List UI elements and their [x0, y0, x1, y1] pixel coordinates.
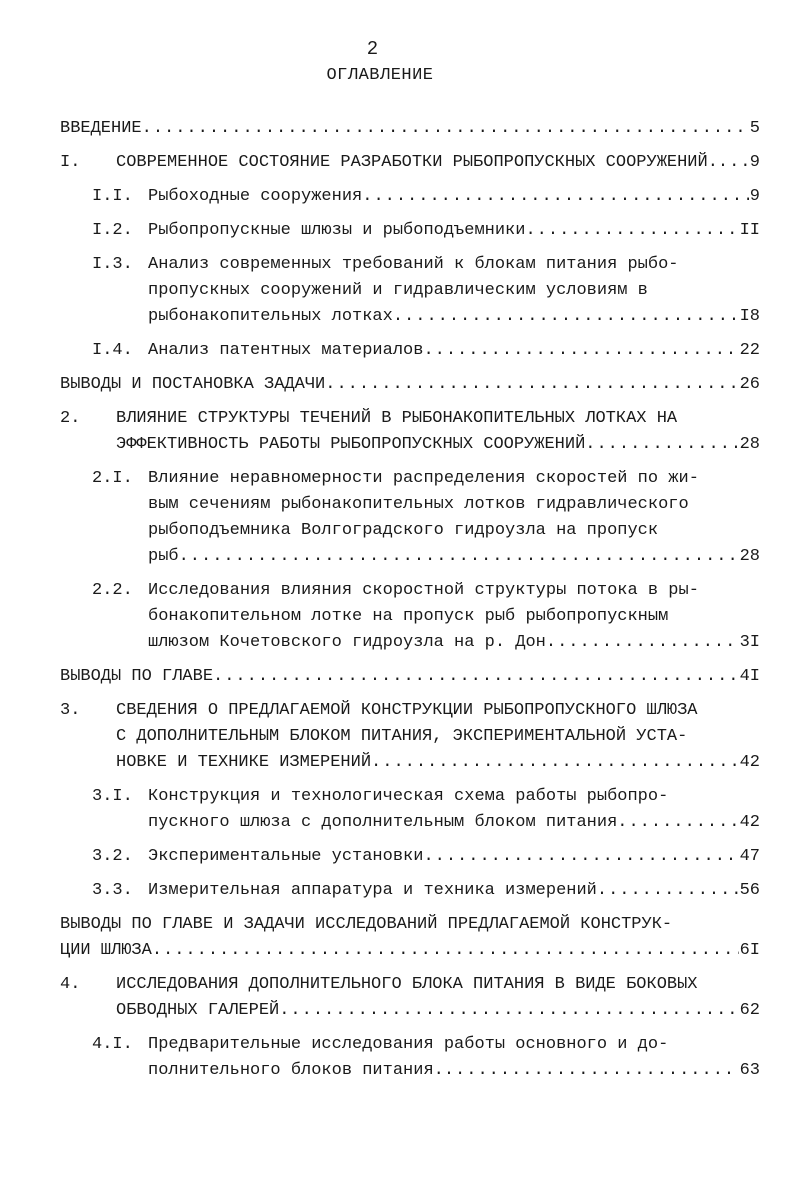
toc-entry-ch2[interactable] — [60, 406, 760, 458]
toc-spacer — [60, 458, 760, 466]
toc-spacer — [60, 656, 760, 664]
toc-entry-last-line — [148, 1058, 760, 1084]
toc-entry-last-line — [116, 750, 760, 776]
dot-leader — [393, 304, 739, 330]
toc-entry-title-line: ВВЕДЕНИЕ — [60, 119, 142, 138]
toc-entry-title-line: Экспериментальные установки — [148, 847, 424, 866]
toc-entry-title-line: Предварительные исследования работы основного и до- — [148, 1035, 669, 1054]
toc-spacer — [60, 364, 760, 372]
toc-entry-body — [92, 1032, 760, 1084]
toc-entry-page: 9 — [749, 187, 760, 206]
toc-entry-body — [92, 338, 760, 364]
toc-heading: ОГЛАВЛЕНИЕ — [326, 66, 434, 85]
dot-leader — [617, 810, 738, 836]
toc-entry-ch4[interactable] — [60, 972, 760, 1024]
toc-entry-title-line: ВЛИЯНИЕ СТРУКТУРЫ ТЕЧЕНИЙ В РЫБОНАКОПИТЕЛЬНЫХ ЛОТКАХ НА — [116, 409, 678, 428]
toc-entry-last-line — [116, 998, 760, 1024]
table-of-contents — [60, 116, 760, 1084]
toc-entry-number: 2.I. — [92, 469, 133, 488]
toc-entry-body — [92, 218, 760, 244]
toc-entry-last-line — [148, 630, 760, 656]
toc-entry-title-line: рыбонакопительных лотках — [148, 307, 393, 326]
toc-entry-number: I.2. — [92, 221, 133, 240]
toc-entry-title-line: полнительного блоков питания. — [148, 1061, 444, 1080]
toc-entry-s1-4[interactable] — [60, 338, 760, 364]
toc-entry-body — [60, 972, 760, 1024]
dot-leader — [585, 432, 738, 458]
toc-spacer — [60, 330, 760, 338]
toc-entry-last-line — [148, 184, 760, 210]
toc-spacer — [60, 964, 760, 972]
toc-entry-s1-2[interactable] — [60, 218, 760, 244]
toc-spacer — [60, 870, 760, 878]
toc-entry-page: 22 — [739, 341, 760, 360]
toc-entry-title-line: ИССЛЕДОВАНИЯ ДОПОЛНИТЕЛЬНОГО БЛОКА ПИТАНИЯ В ВИДЕ БОКОВЫХ — [116, 975, 698, 994]
toc-entry-page: 42 — [739, 753, 760, 772]
toc-entry-last-line — [148, 338, 760, 364]
dot-leader — [546, 630, 739, 656]
toc-entry-last-line — [116, 432, 760, 458]
toc-entry-title-line: СОВРЕМЕННОЕ СОСТОЯНИЕ РАЗРАБОТКИ РЫБОПРОПУСКНЫХ СООРУЖЕНИЙ. — [116, 153, 718, 172]
toc-entry-title-line: пускного шлюза с дополнительным блоком питания — [148, 813, 618, 832]
toc-entry-s2-1[interactable] — [60, 466, 760, 570]
toc-entry-body — [92, 784, 760, 836]
toc-entry-title-line: С ДОПОЛНИТЕЛЬНЫМ БЛОКОМ ПИТАНИЯ, ЭКСПЕРИМЕНТАЛЬНОЙ УСТА- — [116, 727, 688, 746]
toc-entry-title-line: Исследования влияния скоростной структуры потока в ры- — [148, 581, 699, 600]
toc-entry-page: 28 — [739, 547, 760, 566]
toc-entry-s1-3[interactable] — [60, 252, 760, 330]
dot-leader — [152, 938, 739, 964]
toc-entry-last-line — [148, 544, 760, 570]
dot-leader — [423, 338, 738, 364]
toc-entry-number: I. — [60, 153, 81, 172]
toc-entry-number: 3.I. — [92, 787, 133, 806]
toc-entry-intro[interactable] — [60, 116, 760, 142]
toc-entry-page: 4I — [739, 667, 760, 686]
toc-entry-title-line: НОВКЕ И ТЕХНИКЕ ИЗМЕРЕНИЙ — [116, 753, 372, 772]
toc-entry-title-line: ВЫВОДЫ ПО ГЛАВЕ И ЗАДАЧИ ИССЛЕДОВАНИЙ ПРЕДЛАГАЕМОЙ КОНСТРУК- — [60, 915, 673, 934]
toc-entry-title-line: Рыбоходные сооружения — [148, 187, 363, 206]
toc-entry-number: 2.2. — [92, 581, 133, 600]
toc-spacer — [60, 176, 760, 184]
toc-entry-last-line — [148, 844, 760, 870]
toc-spacer — [60, 904, 760, 912]
toc-entry-title-line: ЦИИ ШЛЮЗА — [60, 941, 152, 960]
toc-entry-last-line — [148, 218, 760, 244]
toc-entry-body — [60, 912, 760, 964]
toc-entry-concl1[interactable] — [60, 372, 760, 398]
toc-entry-last-line — [60, 116, 760, 142]
toc-entry-body — [60, 116, 760, 142]
toc-entry-ch3[interactable] — [60, 698, 760, 776]
toc-entry-last-line — [60, 372, 760, 398]
dot-leader — [142, 116, 749, 142]
toc-entry-body — [92, 578, 760, 656]
dot-leader — [179, 544, 739, 570]
toc-entry-page: 63 — [739, 1061, 760, 1080]
toc-entry-page: 47 — [739, 847, 760, 866]
toc-entry-concl3[interactable] — [60, 912, 760, 964]
toc-entry-page: 5 — [749, 119, 760, 138]
toc-spacer — [60, 244, 760, 252]
toc-entry-title-line: СВЕДЕНИЯ О ПРЕДЛАГАЕМОЙ КОНСТРУКЦИИ РЫБОПРОПУСКНОГО ШЛЮЗА — [116, 701, 698, 720]
toc-entry-number: I.4. — [92, 341, 133, 360]
toc-entry-ch1[interactable] — [60, 150, 760, 176]
toc-entry-title-line: Конструкция и технологическая схема работы рыбопро- — [148, 787, 669, 806]
dot-leader — [325, 372, 738, 398]
toc-entry-last-line — [148, 878, 760, 904]
toc-entry-body — [60, 698, 760, 776]
page-number: 2 — [366, 38, 379, 60]
toc-entry-title-line: Анализ современных требований к блокам питания рыбо- — [148, 255, 679, 274]
toc-entry-title-line: Измерительная аппаратура и техника измерений — [148, 881, 597, 900]
toc-entry-number: 3. — [60, 701, 81, 720]
dot-leader — [525, 218, 738, 244]
toc-entry-title-line: Влияние неравномерности распределения скоростей по жи- — [148, 469, 699, 488]
toc-spacer — [60, 690, 760, 698]
toc-spacer — [60, 1024, 760, 1032]
toc-entry-title-line: шлюзом Кочетовского гидроузла на р. Дон — [148, 633, 546, 652]
dot-leader — [213, 664, 739, 690]
toc-entry-s3-1[interactable] — [60, 784, 760, 836]
toc-entry-number: 3.3. — [92, 881, 133, 900]
toc-entry-body — [92, 878, 760, 904]
toc-entry-body — [60, 406, 760, 458]
toc-entry-s4-1[interactable] — [60, 1032, 760, 1084]
toc-entry-number: 2. — [60, 409, 81, 428]
toc-entry-page: 62 — [739, 1001, 760, 1020]
toc-entry-title-line: Анализ патентных материалов — [148, 341, 424, 360]
dot-leader — [279, 998, 738, 1024]
toc-entry-number: 4. — [60, 975, 81, 994]
toc-spacer — [60, 836, 760, 844]
toc-entry-body — [92, 844, 760, 870]
toc-entry-concl2[interactable] — [60, 664, 760, 690]
toc-entry-title-line: рыбоподъемника Волгоградского гидроузла на пропуск — [148, 521, 659, 540]
toc-entry-number: I.3. — [92, 255, 133, 274]
dot-leader — [718, 150, 749, 176]
toc-spacer — [60, 142, 760, 150]
toc-entry-number: 3.2. — [92, 847, 133, 866]
toc-entry-body — [92, 466, 760, 570]
toc-spacer — [60, 776, 760, 784]
toc-spacer — [60, 398, 760, 406]
toc-entry-body — [60, 372, 760, 398]
toc-entry-title-line: Рыбопропускные шлюзы и рыбоподъемники — [148, 221, 526, 240]
toc-entry-last-line — [148, 304, 760, 330]
toc-entry-page: II — [739, 221, 760, 240]
toc-entry-last-line — [148, 810, 760, 836]
toc-entry-title-line: вым сечениям рыбонакопительных лотков гидравлического — [148, 495, 689, 514]
toc-entry-title-line: рыб — [148, 547, 179, 566]
dot-leader — [423, 844, 738, 870]
toc-entry-title-line: ЭФФЕКТИВНОСТЬ РАБОТЫ РЫБОПРОПУСКНЫХ СООРУЖЕНИЙ — [116, 435, 586, 454]
dot-leader — [597, 878, 739, 904]
toc-entry-title-line: ВЫВОДЫ И ПОСТАНОВКА ЗАДАЧИ — [60, 375, 326, 394]
toc-entry-number: 4.I. — [92, 1035, 133, 1054]
toc-entry-title-line: ВЫВОДЫ ПО ГЛАВЕ — [60, 667, 214, 686]
toc-entry-body — [92, 252, 760, 330]
toc-entry-page: 28 — [739, 435, 760, 454]
toc-entry-title-line: пропускных сооружений и гидравлическим условиям в — [148, 281, 648, 300]
toc-entry-s3-3[interactable] — [60, 878, 760, 904]
toc-entry-s3-2[interactable] — [60, 844, 760, 870]
toc-entry-last-line — [60, 664, 760, 690]
toc-entry-title-line: ОБВОДНЫХ ГАЛЕРЕЙ — [116, 1001, 280, 1020]
toc-entry-page: 56 — [739, 881, 760, 900]
toc-entry-body — [92, 184, 760, 210]
toc-entry-page: 26 — [739, 375, 760, 394]
toc-spacer — [60, 570, 760, 578]
toc-entry-page: 6I — [739, 941, 760, 960]
toc-entry-page: 3I — [739, 633, 760, 652]
toc-entry-body — [60, 664, 760, 690]
toc-entry-number: I.I. — [92, 187, 133, 206]
toc-entry-title-line: бонакопительном лотке на пропуск рыб рыбопропускным — [148, 607, 669, 626]
toc-entry-page: I8 — [739, 307, 760, 326]
toc-entry-s1-1[interactable] — [60, 184, 760, 210]
toc-entry-page: 9 — [749, 153, 760, 172]
toc-entry-last-line — [60, 938, 760, 964]
toc-entry-s2-2[interactable] — [60, 578, 760, 656]
toc-entry-last-line — [116, 150, 760, 176]
dot-leader — [371, 750, 739, 776]
dot-leader — [444, 1058, 739, 1084]
toc-entry-body — [60, 150, 760, 176]
toc-entry-page: 42 — [739, 813, 760, 832]
dot-leader — [362, 184, 749, 210]
toc-spacer — [60, 210, 760, 218]
